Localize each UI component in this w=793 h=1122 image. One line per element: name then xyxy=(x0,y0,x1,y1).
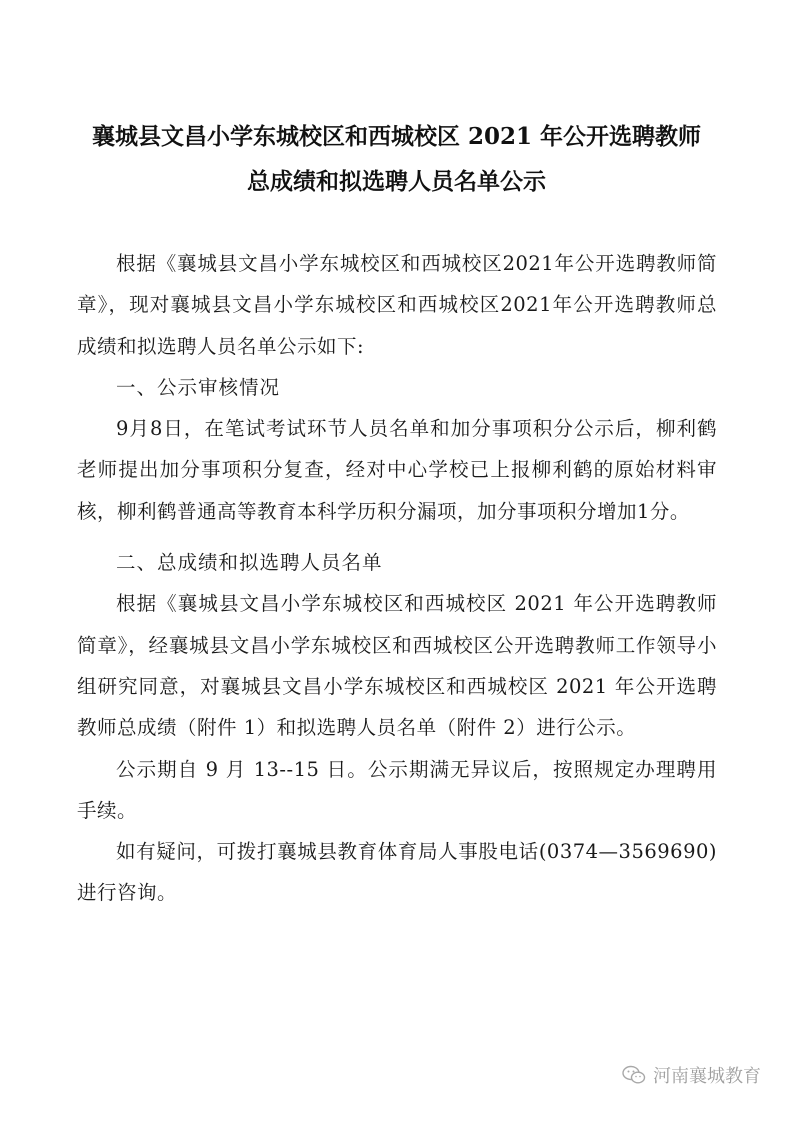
document-title-line-2: 总成绩和拟选聘人员名单公示 xyxy=(247,168,546,195)
account-watermark xyxy=(622,1062,761,1088)
section-1-paragraph: 9月8日，在笔试考试环节人员名单和加分事项积分公示后，柳利鹤老师提出加分事项积分复查，经对中心学校已上报柳利鹤的原始材料审核，柳利鹤普通高等教育本科学历积分漏项，加分事项积分增加1分。 xyxy=(77,417,717,523)
section-gap xyxy=(77,532,717,542)
document-body xyxy=(77,243,717,914)
document-title-line-1: 襄城县文昌小学东城校区和西城校区 2021 年公开选聘教师 xyxy=(91,123,702,150)
section-2-heading: 二、总成绩和拟选聘人员名单 xyxy=(116,551,383,575)
section-2-paragraph: 根据《襄城县文昌小学东城校区和西城校区 2021 年公开选聘教师简章》，经襄城县文昌小学东城校区和西城校区公开选聘教师工作领导小组研究同意，对襄城县文昌小学东城校区和西城校区 2021 年公开选聘教师总成绩（附件 1）和拟选聘人员名单（附件 2）进行公示。 xyxy=(77,592,717,740)
contact-paragraph: 如有疑问，可拨打襄城县教育体育局人事股电话(0374—3569690)进行咨询。 xyxy=(77,840,717,905)
wechat-icon xyxy=(622,1065,646,1085)
period-paragraph: 公示期自 9 月 13--15 日。公示期满无异议后，按照规定办理聘用手续。 xyxy=(77,757,717,822)
intro-paragraph: 根据《襄城县文昌小学东城校区和西城校区2021年公开选聘教师简章》，现对襄城县文昌小学东城校区和西城校区2021年公开选聘教师总成绩和拟选聘人员名单公示如下: xyxy=(77,252,717,358)
section-1-heading: 一、公示审核情况 xyxy=(116,375,281,399)
watermark-text: 河南襄城教育 xyxy=(653,1066,761,1087)
